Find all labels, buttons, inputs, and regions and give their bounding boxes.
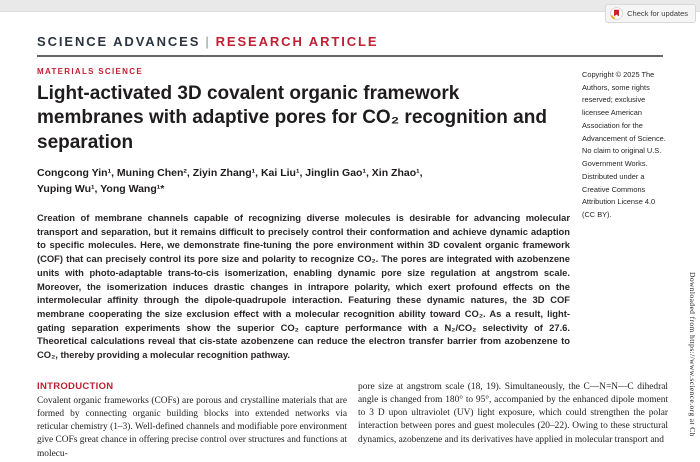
header-separator: | [205, 34, 211, 49]
journal-header [37, 34, 378, 49]
introduction-heading: INTRODUCTION [37, 381, 114, 392]
author-line-2: Yuping Wu¹, Yong Wang¹* [37, 182, 165, 195]
journal-name: SCIENCE ADVANCES [37, 34, 201, 49]
body-paragraph: pore size at angstrom scale (18, 19). Simultaneously, the C—N=N—C dihedral angle is changed from 180° to 95°, accompanied by the enhanced dipole moment to 3 D upon ultraviolet (UV) light exposure, which could strengthen the polar interaction between pores and guest molecules (20–22). Owing to these structural dynamics, azobenzene and its derivatives have applied in molecular transport and [358, 382, 668, 445]
article-type-label: RESEARCH ARTICLE [215, 34, 379, 49]
check-for-updates-label: Check for updates [627, 9, 688, 18]
check-for-updates-button[interactable] [605, 4, 696, 23]
abstract-text: Creation of membrane channels capable of recognizing diverse molecules is desirable for advancing molecular transport and separation, but it remains difficult to precisely control their conformation and achieve dynamic adaption to specific molecules. Here, we demonstrate fine-tuning the pore environment within 3D covalent organic framework (COF) that can precisely control its pore size and polarity to recognize CO₂. The pores are integrated with azobenzene units with photo-adaptable trans-to-cis isomerization, enabling dynamic pore size regulation at angstrom scale. Moreover, the isomerization induces drastic changes in intrapore polarity, which exert profound effects on the intermolecular affinity through the dipole-quadrupole interaction. Featuring these dynamic natures, the 3D COF membrane cooperating the size exclusion effect with a molecular recognition ability toward CO₂. As a result, light-gating separation experiments show the superior CO₂ capture performance with a N₂/CO₂ selectivity of 27.6. Theoretical calculations reveal that cis-state azobenzene can reduce the electron transfer barrier from azobenzene to CO₂, thereby providing a molecular recognition pathway. [37, 212, 570, 361]
download-watermark: Downloaded from https://www.science.org at Ch [688, 272, 697, 437]
copyright-notice: Copyright © 2025 The Authors, some rights reserved; exclusive licensee American Association for the Advancement of Science. No claim to original U.S. Government Works. Distributed under a Creative Commons Attribution License 4.0 (CC BY). [582, 70, 666, 220]
header-rule [37, 55, 663, 57]
page-title: Light-activated 3D covalent organic framework membranes with adaptive pores for CO₂ recognition and separation [37, 83, 547, 153]
left-column [37, 381, 347, 461]
article-body [37, 381, 668, 461]
top-bar [0, 0, 700, 12]
author-list [37, 166, 423, 198]
crossmark-icon [610, 7, 623, 20]
right-column [358, 381, 668, 461]
introduction-paragraph: Covalent organic frameworks (COFs) are porous and crystalline materials that are formed by connecting organic building blocks into extended networks via reticular chemistry (1–3). Well-defined channels and modifiable pore environment give COFs great chance in offering precise control over structures and functions at molecu- [37, 396, 347, 459]
author-line-1: Congcong Yin¹, Muning Chen², Ziyin Zhang¹, Kai Liu¹, Jinglin Gao¹, Xin Zhao¹, [37, 167, 423, 179]
section-label: MATERIALS SCIENCE [37, 67, 143, 76]
